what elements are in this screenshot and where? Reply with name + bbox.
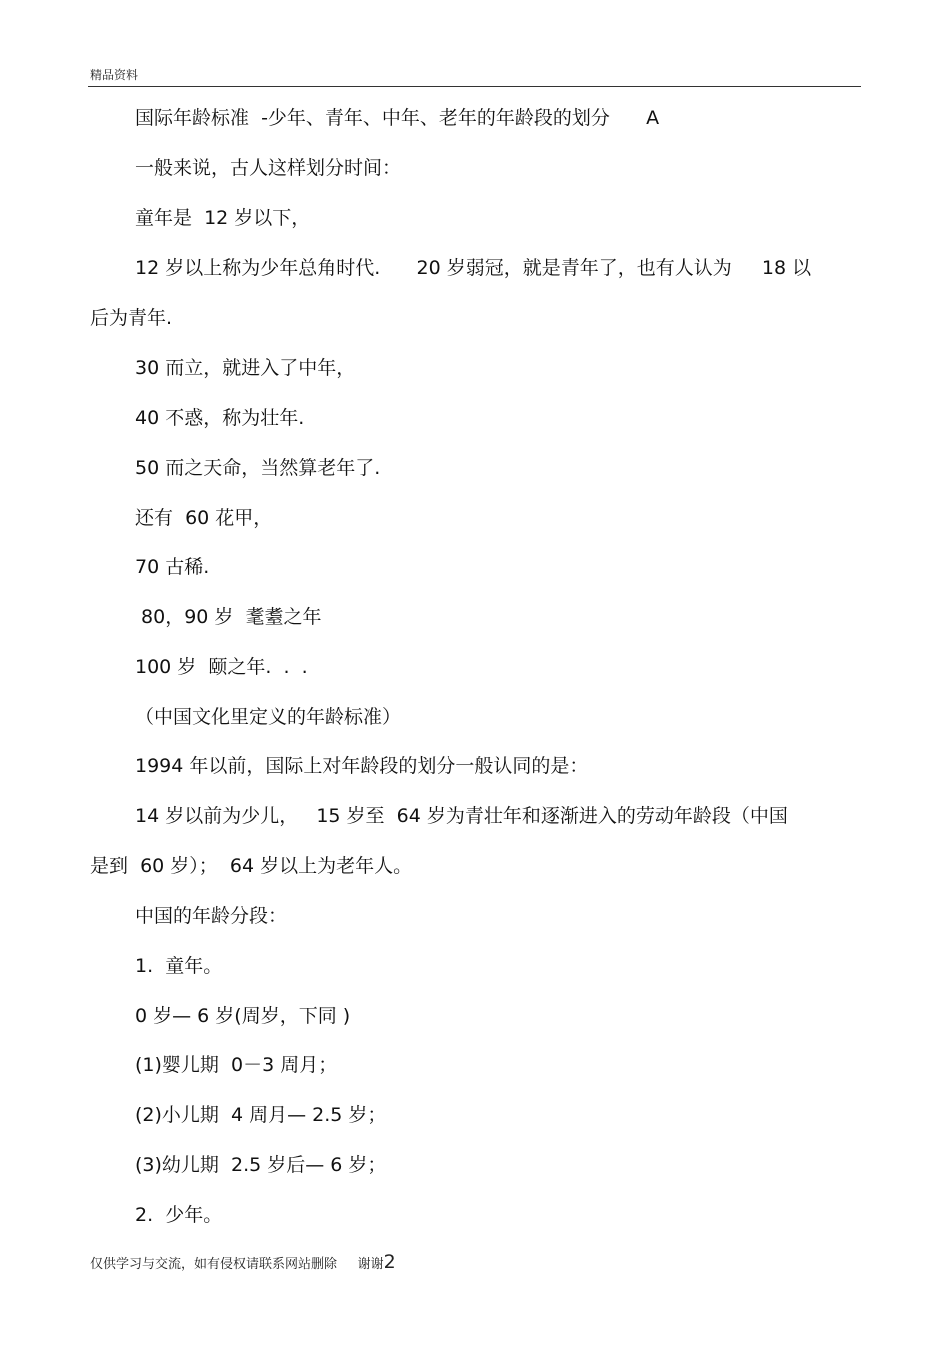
text-line: 12 岁以上称为少年总角时代. 20 岁弱冠，就是青年了，也有人认为 18 以 xyxy=(135,257,812,279)
text-line: 1994 年以前，国际上对年龄段的划分一般认同的是： xyxy=(135,755,589,777)
footer-text: 仅供学习与交流，如有侵权请联系网站删除 谢谢 xyxy=(90,1257,384,1272)
text-line: 40 不惑，称为壮年. xyxy=(135,407,305,429)
text-line: 2. 少年。 xyxy=(135,1204,223,1226)
text-line: (2)小儿期 4 周月— 2.5 岁； xyxy=(135,1104,387,1126)
text-line: 一般来说，古人这样划分时间： xyxy=(135,157,402,179)
text-line: 100 岁 颐之年. . . xyxy=(135,656,308,678)
text-line: 70 古稀. xyxy=(135,556,210,578)
page-number: 2 xyxy=(383,1251,396,1273)
text-line: 是到 60 岁）； 64 岁以上为老年人。 xyxy=(90,855,413,877)
text-line: 中国的年龄分段： xyxy=(135,905,288,927)
header-divider xyxy=(88,86,861,87)
text-line: 50 而之天命，当然算老年了. xyxy=(135,457,381,479)
text-line: 童年是 12 岁以下， xyxy=(135,207,311,229)
text-line: （中国文化里定义的年龄标准） xyxy=(135,706,402,728)
text-line: 1. 童年。 xyxy=(135,955,223,977)
text-line: 后为青年. xyxy=(90,307,173,329)
text-line: 14 岁以前为少儿， 15 岁至 64 岁为青壮年和逐渐进入的劳动年龄段（中国 xyxy=(135,805,788,827)
title-line: 国际年龄标准 -少年、青年、中年、老年的年龄段的划分 A xyxy=(135,107,660,129)
text-line: 0 岁— 6 岁(周岁，下同 ) xyxy=(135,1005,351,1027)
text-line: 还有 60 花甲， xyxy=(135,507,273,529)
text-line: (3)幼儿期 2.5 岁后— 6 岁； xyxy=(135,1154,387,1176)
text-line: 30 而立，就进入了中年， xyxy=(135,357,356,379)
text-line: 80，90 岁 耄耋之年 xyxy=(135,606,322,628)
text-line: (1)婴儿期 0－3 周月； xyxy=(135,1054,338,1076)
page-footer xyxy=(90,1251,396,1273)
header-label: 精品资料 xyxy=(90,68,139,82)
